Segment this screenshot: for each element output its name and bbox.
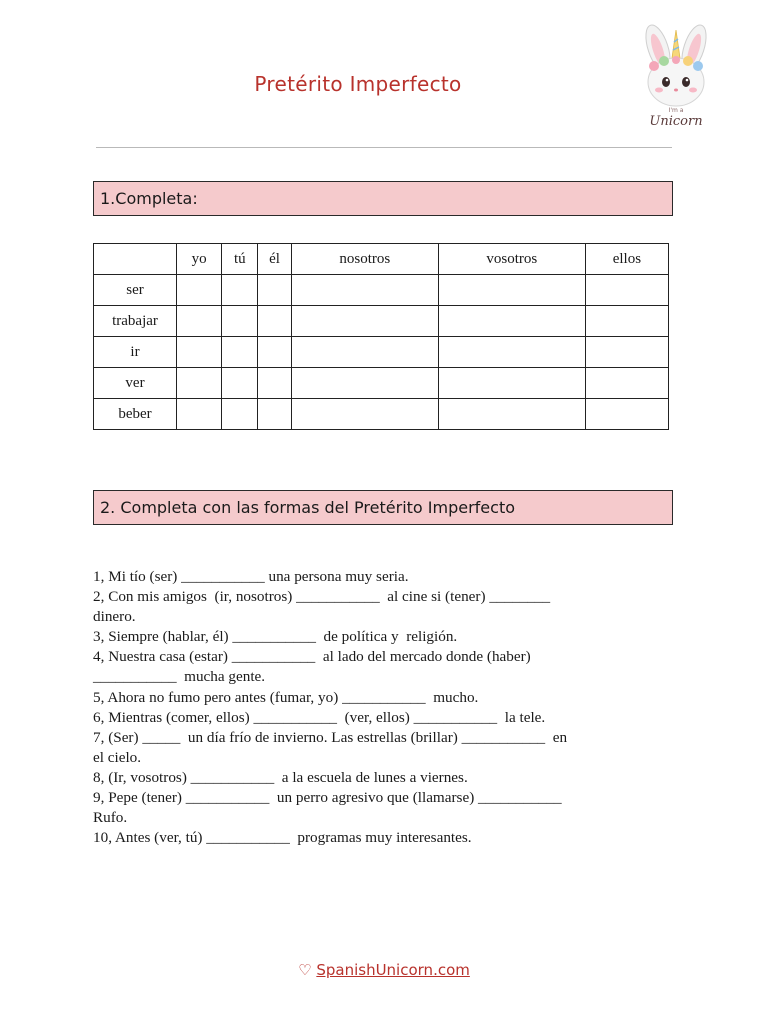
exercise-line: ___________ mucha gente. bbox=[93, 668, 266, 686]
exercise-line: 8, (Ir, vosotros) ___________ a la escuela de lunes a viernes. bbox=[93, 768, 468, 786]
answer-cell[interactable] bbox=[438, 399, 585, 430]
exercise-line: 6, Mientras (comer, ellos) ___________ (ver, ellos) ___________ la tele. bbox=[93, 708, 546, 726]
verb-cell: ser bbox=[94, 275, 177, 306]
answer-cell[interactable] bbox=[177, 368, 222, 399]
verb-cell: ir bbox=[94, 337, 177, 368]
answer-cell[interactable] bbox=[258, 368, 292, 399]
exercise-line: 10, Antes (ver, tú) ___________ programas muy interesantes. bbox=[93, 829, 472, 847]
answer-cell[interactable] bbox=[222, 368, 258, 399]
table-row bbox=[94, 306, 669, 337]
logo-text: Unicorn bbox=[649, 114, 703, 129]
table-row bbox=[94, 399, 669, 430]
table-header-cell: tú bbox=[222, 244, 258, 275]
answer-cell[interactable] bbox=[585, 399, 668, 430]
exercise-line: 9, Pepe (tener) ___________ un perro agresivo que (llamarse) ___________ bbox=[93, 789, 562, 807]
footer bbox=[0, 961, 768, 979]
answer-cell[interactable] bbox=[222, 399, 258, 430]
answer-cell[interactable] bbox=[222, 337, 258, 368]
answer-cell[interactable] bbox=[585, 337, 668, 368]
logo-small-text: I'm a bbox=[668, 107, 684, 114]
exercise-line: 1, Mi tío (ser) ___________ una persona muy seria. bbox=[93, 568, 409, 585]
page-title: Pretérito Imperfecto bbox=[254, 72, 462, 96]
table-row bbox=[94, 368, 669, 399]
answer-cell[interactable] bbox=[291, 306, 438, 337]
unicorn-bunny-logo bbox=[628, 20, 724, 132]
table-header-cell: yo bbox=[177, 244, 222, 275]
answer-cell[interactable] bbox=[258, 275, 292, 306]
exercise-line: el cielo. bbox=[93, 748, 142, 766]
exercise-line: 5, Ahora no fumo pero antes (fumar, yo) ___________ mucho. bbox=[93, 688, 479, 706]
verb-cell: trabajar bbox=[94, 306, 177, 337]
exercise-line: 7, (Ser) _____ un día frío de invierno. Las estrellas (brillar) ___________ en bbox=[93, 728, 568, 746]
table-row bbox=[94, 337, 669, 368]
verb-cell: beber bbox=[94, 399, 177, 430]
table-header-cell bbox=[94, 244, 177, 275]
answer-cell[interactable] bbox=[177, 337, 222, 368]
section2-heading: 2. Completa con las formas del Pretérito Imperfecto bbox=[93, 490, 673, 525]
answer-cell[interactable] bbox=[222, 306, 258, 337]
answer-cell[interactable] bbox=[177, 399, 222, 430]
answer-cell[interactable] bbox=[585, 275, 668, 306]
table-header-cell: él bbox=[258, 244, 292, 275]
verb-cell: ver bbox=[94, 368, 177, 399]
answer-cell[interactable] bbox=[291, 368, 438, 399]
heart-icon: ♡ bbox=[298, 961, 312, 979]
answer-cell[interactable] bbox=[585, 368, 668, 399]
section1-heading: 1.Completa: bbox=[93, 181, 673, 216]
table-row bbox=[94, 275, 669, 306]
answer-cell[interactable] bbox=[585, 306, 668, 337]
answer-cell[interactable] bbox=[291, 399, 438, 430]
answer-cell[interactable] bbox=[258, 306, 292, 337]
answer-cell[interactable] bbox=[177, 275, 222, 306]
answer-cell[interactable] bbox=[438, 306, 585, 337]
exercise-line: Rufo. bbox=[93, 809, 128, 827]
answer-cell[interactable] bbox=[291, 337, 438, 368]
answer-cell[interactable] bbox=[438, 368, 585, 399]
exercise-line: dinero. bbox=[93, 608, 136, 626]
answer-cell[interactable] bbox=[438, 337, 585, 368]
table-header-cell: nosotros bbox=[291, 244, 438, 275]
exercise-list bbox=[93, 567, 683, 848]
exercise-line: 3, Siempre (hablar, él) ___________ de política y religión. bbox=[93, 628, 458, 646]
table-header-cell: vosotros bbox=[438, 244, 585, 275]
answer-cell[interactable] bbox=[258, 337, 292, 368]
website-link[interactable]: SpanishUnicorn.com bbox=[316, 961, 470, 979]
answer-cell[interactable] bbox=[438, 275, 585, 306]
exercise-line: 4, Nuestra casa (estar) ___________ al lado del mercado donde (haber) bbox=[93, 648, 531, 666]
exercise-line: 2, Con mis amigos (ir, nosotros) ___________ al cine si (tener) ________ bbox=[93, 588, 551, 606]
answer-cell[interactable] bbox=[222, 275, 258, 306]
conjugation-table bbox=[93, 243, 669, 430]
header-divider bbox=[96, 147, 672, 148]
answer-cell[interactable] bbox=[177, 306, 222, 337]
answer-cell[interactable] bbox=[258, 399, 292, 430]
answer-cell[interactable] bbox=[291, 275, 438, 306]
table-header-row bbox=[94, 244, 669, 275]
table-header-cell: ellos bbox=[585, 244, 668, 275]
